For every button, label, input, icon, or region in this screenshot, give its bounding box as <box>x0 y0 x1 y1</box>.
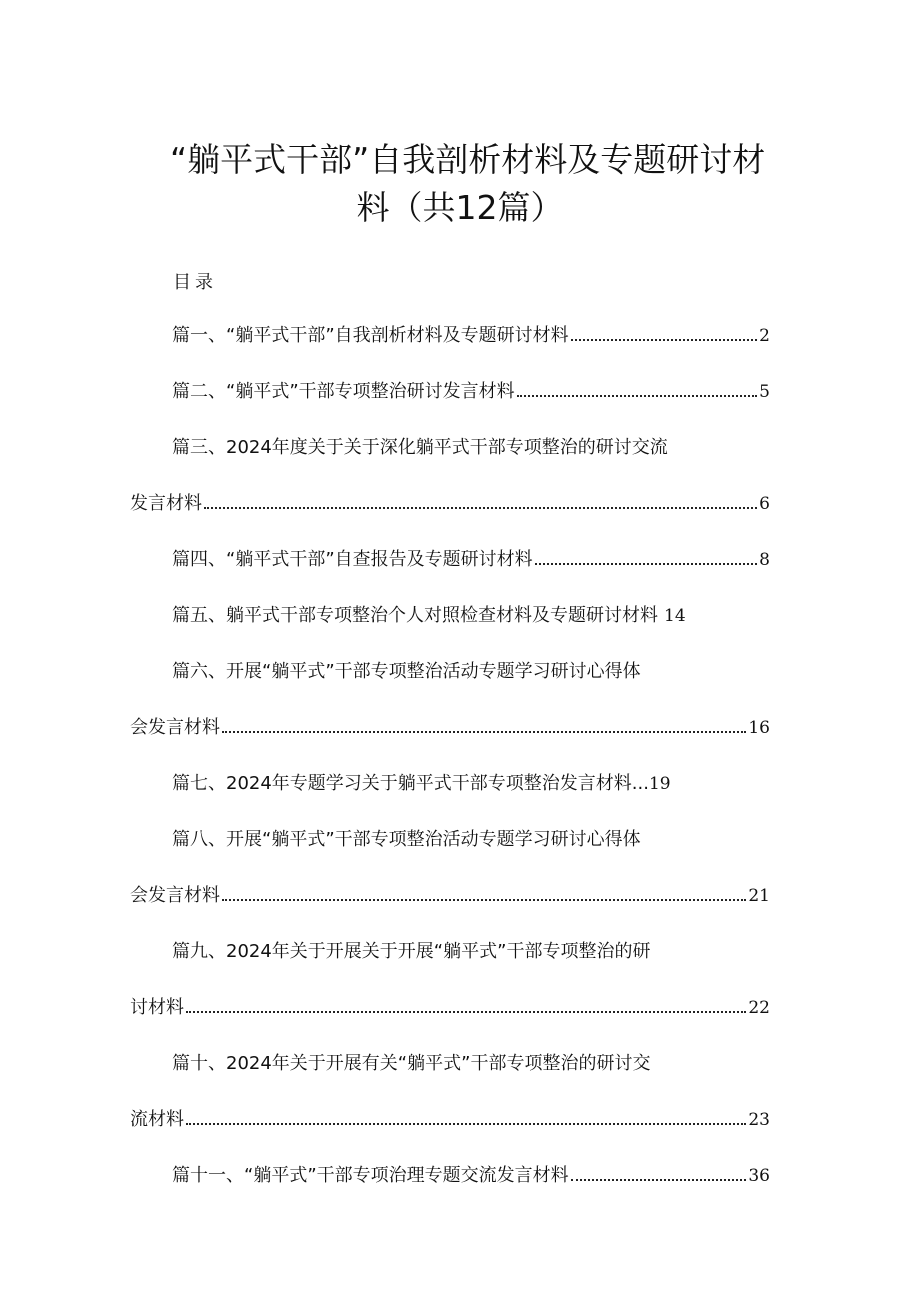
toc-entry-10-line1[interactable]: 篇十、2024年关于开展有关“躺平式”干部专项整治的研讨交 <box>172 1053 651 1074</box>
dot-leader <box>222 899 746 901</box>
dot-leader <box>186 1011 746 1013</box>
toc-entry-6-line1[interactable]: 篇六、开展“躺平式”干部专项整治活动专题学习研讨心得体 <box>172 661 641 682</box>
toc-entry-text: 篇五、躺平式干部专项整治个人对照检查材料及专题研讨材料 <box>172 605 658 626</box>
toc-entry-page: 22 <box>748 998 770 1018</box>
toc-entry-text: 讨材料 <box>130 997 184 1018</box>
toc-entry-1[interactable] <box>130 321 770 351</box>
title-line-1: “躺平式干部”自我剖析材料及专题研讨材 <box>170 140 766 179</box>
toc-entry-page: 36 <box>748 1166 770 1186</box>
toc-entry-page: 8 <box>759 550 770 570</box>
toc-entry-text: 篇四、“躺平式干部”自查报告及专题研讨材料 <box>172 549 533 570</box>
toc-entry-page: 21 <box>748 886 770 906</box>
toc-entry-text: 篇七、2024年专题学习关于躺平式干部专项整治发言材料... <box>172 773 649 794</box>
dot-leader <box>204 507 757 509</box>
dot-leader <box>535 563 758 565</box>
toc-entry-text: 发言材料 <box>130 493 202 514</box>
toc-entry-2[interactable] <box>130 377 770 407</box>
toc-entry-page: 16 <box>748 718 770 738</box>
toc-entry-11[interactable] <box>130 1161 770 1191</box>
toc-entry-text: 会发言材料 <box>130 717 220 738</box>
dot-leader <box>571 1179 747 1181</box>
toc-entry-9-line1[interactable]: 篇九、2024年关于开展关于开展“躺平式”干部专项整治的研 <box>172 941 651 962</box>
toc-entry-text: 篇二、“躺平式”干部专项整治研讨发言材料 <box>172 381 515 402</box>
dot-leader <box>571 339 758 341</box>
document-title <box>130 136 810 232</box>
toc-entry-9[interactable] <box>130 993 770 1023</box>
toc-entry-page: 19 <box>648 774 671 794</box>
toc-entry-page: 5 <box>759 382 770 402</box>
toc-entry-3[interactable] <box>130 489 770 519</box>
toc-entry-8[interactable] <box>130 881 770 911</box>
toc-entry-text: 会发言材料 <box>130 885 220 906</box>
toc-entry-text: 流材料 <box>130 1109 184 1130</box>
toc-entry-7[interactable] <box>130 769 770 799</box>
toc-entry-6[interactable] <box>130 713 770 743</box>
toc-entry-page: 23 <box>748 1110 770 1130</box>
toc-entry-4[interactable] <box>130 545 770 575</box>
dot-leader <box>517 395 758 397</box>
toc-entry-page: 6 <box>759 494 770 514</box>
toc-entry-text: 篇十一、“躺平式”干部专项治理专题交流发言材料 <box>172 1165 569 1186</box>
toc-entry-page: 2 <box>759 326 770 346</box>
toc-entry-page: 14 <box>664 606 686 626</box>
title-line-2: 料（共12篇） <box>356 188 564 227</box>
toc-heading: 目录 <box>173 272 217 293</box>
toc-entry-5[interactable] <box>130 601 770 631</box>
toc-entry-10[interactable] <box>130 1105 770 1135</box>
dot-leader <box>222 731 746 733</box>
toc-entry-3-line1[interactable]: 篇三、2024年度关于关于深化躺平式干部专项整治的研讨交流 <box>172 437 668 458</box>
toc-entry-8-line1[interactable]: 篇八、开展“躺平式”干部专项整治活动专题学习研讨心得体 <box>172 829 641 850</box>
toc-entry-text: 篇一、“躺平式干部”自我剖析材料及专题研讨材料 <box>172 325 569 346</box>
dot-leader <box>186 1123 746 1125</box>
